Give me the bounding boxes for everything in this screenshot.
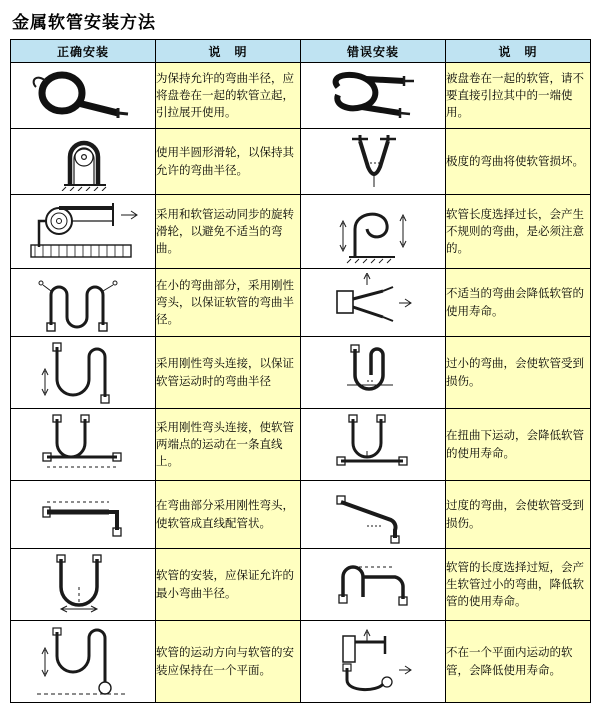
table-row bbox=[11, 621, 591, 703]
table-row bbox=[11, 549, 591, 621]
semicircular-guide-figure bbox=[11, 129, 156, 195]
excessive-bend-elbow-figure bbox=[301, 481, 446, 549]
out-of-plane-motion-figure bbox=[301, 621, 446, 703]
table-row bbox=[11, 129, 591, 195]
page-title: 金属软管安装方法 bbox=[12, 13, 156, 33]
row-7-wrong-desc: 过度的弯曲，会使软管受到损伤。 bbox=[446, 481, 591, 549]
improper-bend-short-figure bbox=[301, 269, 446, 337]
row-6-correct-desc: 采用刚性弯头连接，使软管两端点的运动在一条直线上。 bbox=[156, 409, 301, 481]
coiled-hose-pulled-figure bbox=[301, 63, 446, 129]
row-4-wrong-desc: 不适当的弯曲会降低软管的使用寿命。 bbox=[446, 269, 591, 337]
row-8-wrong-desc: 软管的长度选择过短，会产生软管过小的弯曲，降低软管的使用寿命。 bbox=[446, 549, 591, 621]
header-wrong-desc: 说 明 bbox=[446, 40, 591, 63]
same-plane-motion-figure bbox=[11, 621, 156, 703]
minimum-bend-radius-u-figure bbox=[11, 549, 156, 621]
table-row bbox=[11, 63, 591, 129]
too-small-bend-figure bbox=[301, 337, 446, 409]
header-wrong-install: 错误安装 bbox=[301, 40, 446, 63]
overlong-hose-small-bend-figure bbox=[301, 549, 446, 621]
row-2-wrong-desc: 极度的弯曲将使软管损坏。 bbox=[446, 129, 591, 195]
table-row bbox=[11, 481, 591, 549]
rigid-elbow-straight-line-figure bbox=[11, 409, 156, 481]
table-header-row bbox=[11, 40, 591, 63]
row-6-wrong-desc: 在扭曲下运动，会降低软管的使用寿命。 bbox=[446, 409, 591, 481]
overlong-hose-loop-figure bbox=[301, 195, 446, 269]
row-7-correct-desc: 在弯曲部分采用刚性弯头，使软管成直线配管状。 bbox=[156, 481, 301, 549]
row-5-wrong-desc: 过小的弯曲，会使软管受到损伤。 bbox=[446, 337, 591, 409]
coiled-hose-standing-figure bbox=[11, 63, 156, 129]
row-3-correct-desc: 采用和软管运动同步的旋转滑轮，以避免不适当的弯曲。 bbox=[156, 195, 301, 269]
table-row bbox=[11, 195, 591, 269]
header-correct-install: 正确安装 bbox=[11, 40, 156, 63]
row-9-correct-desc: 软管的运动方向与软管的安装应保持在一个平面。 bbox=[156, 621, 301, 703]
row-3-wrong-desc: 软管长度选择过长，会产生不规则的弯曲，是必须注意的。 bbox=[446, 195, 591, 269]
sharp-bend-hose-figure bbox=[301, 129, 446, 195]
rigid-elbow-small-bend-figure bbox=[11, 269, 156, 337]
rigid-bend-connection-figure bbox=[11, 337, 156, 409]
row-1-correct-desc: 为保持允许的弯曲半径，应将盘卷在一起的软管立起，引拉展开使用。 bbox=[156, 63, 301, 129]
hose-installation-table bbox=[10, 39, 591, 703]
row-8-correct-desc: 软管的安装，应保证允许的最小弯曲半径。 bbox=[156, 549, 301, 621]
table-row bbox=[11, 409, 591, 481]
row-5-correct-desc: 采用刚性弯头连接，以保证软管运动时的弯曲半径 bbox=[156, 337, 301, 409]
row-4-correct-desc: 在小的弯曲部分，采用刚性弯头，以保证软管的弯曲半径。 bbox=[156, 269, 301, 337]
straight-pipe-elbow-figure bbox=[11, 481, 156, 549]
row-9-wrong-desc: 不在一个平面内运动的软管，会降低使用寿命。 bbox=[446, 621, 591, 703]
twisted-hose-motion-figure bbox=[301, 409, 446, 481]
table-row bbox=[11, 337, 591, 409]
row-2-correct-desc: 使用半圆形滑轮，以保持其允许的弯曲半径。 bbox=[156, 129, 301, 195]
rotating-pulley-chain-figure bbox=[11, 195, 156, 269]
table-row bbox=[11, 269, 591, 337]
header-correct-desc: 说 明 bbox=[156, 40, 301, 63]
row-1-wrong-desc: 被盘卷在一起的软管，请不要直接引拉其中的一端使用。 bbox=[446, 63, 591, 129]
